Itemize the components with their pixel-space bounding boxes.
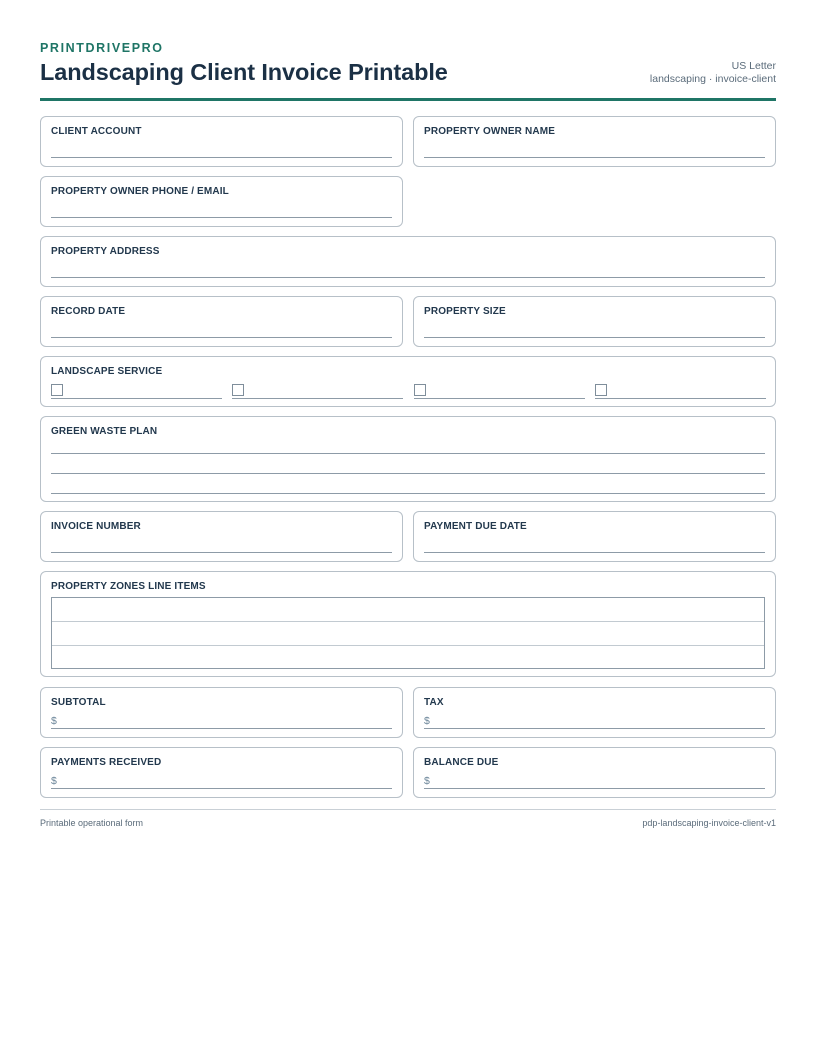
green-waste-line-1[interactable] [51, 453, 765, 454]
property-address-line[interactable] [51, 277, 765, 278]
green-waste-line-3[interactable] [51, 493, 765, 494]
payments-received-currency: $ [51, 775, 57, 787]
form-id: pdp-landscaping-invoice-client-v1 [642, 818, 776, 828]
table-row[interactable] [52, 598, 764, 622]
service-option-4-checkbox[interactable] [595, 384, 607, 396]
property-size-field[interactable] [413, 296, 776, 347]
brand-name: PRINTDRIVEPRO [40, 41, 164, 55]
service-option-2-checkbox[interactable] [232, 384, 244, 396]
service-option-2[interactable] [232, 382, 403, 399]
service-option-3[interactable] [414, 382, 585, 399]
footer-note: Printable operational form [40, 818, 144, 828]
payments-received-line[interactable] [51, 788, 392, 789]
invoice-page [40, 0, 776, 787]
subtotal-field[interactable] [40, 687, 403, 738]
payment-due-date-field[interactable] [413, 511, 776, 562]
green-waste-plan-label: GREEN WASTE PLAN [51, 426, 158, 437]
property-owner-name-field[interactable] [413, 116, 776, 167]
property-size-label: PROPERTY SIZE [424, 306, 506, 317]
line-items-label: PROPERTY ZONES LINE ITEMS [51, 581, 206, 592]
record-date-line[interactable] [51, 337, 392, 338]
tax-line[interactable] [424, 728, 765, 729]
service-option-3-checkbox[interactable] [414, 384, 426, 396]
paper-size: US Letter [731, 60, 776, 72]
property-owner-name-label: PROPERTY OWNER NAME [424, 126, 556, 137]
balance-due-field[interactable] [413, 747, 776, 798]
client-account-line[interactable] [51, 157, 392, 158]
record-date-field[interactable] [40, 296, 403, 347]
table-row[interactable] [52, 646, 764, 670]
owner-contact-field[interactable] [40, 176, 403, 227]
page-title: Landscaping Client Invoice Printable [40, 59, 448, 85]
balance-due-label: BALANCE DUE [424, 757, 499, 768]
green-waste-line-2[interactable] [51, 473, 765, 474]
table-row[interactable] [52, 622, 764, 646]
service-option-1-checkbox[interactable] [51, 384, 63, 396]
balance-due-currency: $ [424, 775, 430, 787]
tax-currency: $ [424, 715, 430, 727]
subtotal-line[interactable] [51, 728, 392, 729]
payment-due-date-line[interactable] [424, 552, 765, 553]
subtotal-label: SUBTOTAL [51, 697, 106, 708]
form-tags: landscaping · invoice-client [649, 73, 776, 85]
owner-contact-line[interactable] [51, 217, 392, 218]
landscape-service-label: LANDSCAPE SERVICE [51, 366, 163, 377]
record-date-label: RECORD DATE [51, 306, 126, 317]
form-header [40, 0, 776, 101]
service-option-1[interactable] [51, 382, 222, 399]
subtotal-currency: $ [51, 715, 57, 727]
line-items-table [51, 597, 765, 669]
landscape-service-field [40, 356, 776, 407]
invoice-number-line[interactable] [51, 552, 392, 553]
payment-due-date-label: PAYMENT DUE DATE [424, 521, 527, 532]
client-account-field[interactable] [40, 116, 403, 167]
tax-label: TAX [424, 697, 444, 708]
property-owner-name-line[interactable] [424, 157, 765, 158]
balance-due-line[interactable] [424, 788, 765, 789]
tax-field[interactable] [413, 687, 776, 738]
invoice-number-field[interactable] [40, 511, 403, 562]
line-items-field [40, 571, 776, 677]
form-footer [40, 809, 776, 828]
service-option-4[interactable] [595, 382, 766, 399]
property-size-line[interactable] [424, 337, 765, 338]
payments-received-field[interactable] [40, 747, 403, 798]
owner-contact-label: PROPERTY OWNER PHONE / EMAIL [51, 186, 229, 197]
property-address-field[interactable] [40, 236, 776, 287]
property-address-label: PROPERTY ADDRESS [51, 246, 160, 257]
invoice-number-label: INVOICE NUMBER [51, 521, 141, 532]
form-meta [650, 60, 776, 86]
client-account-label: CLIENT ACCOUNT [51, 126, 142, 137]
green-waste-plan-field[interactable] [40, 416, 776, 502]
payments-received-label: PAYMENTS RECEIVED [51, 757, 162, 768]
